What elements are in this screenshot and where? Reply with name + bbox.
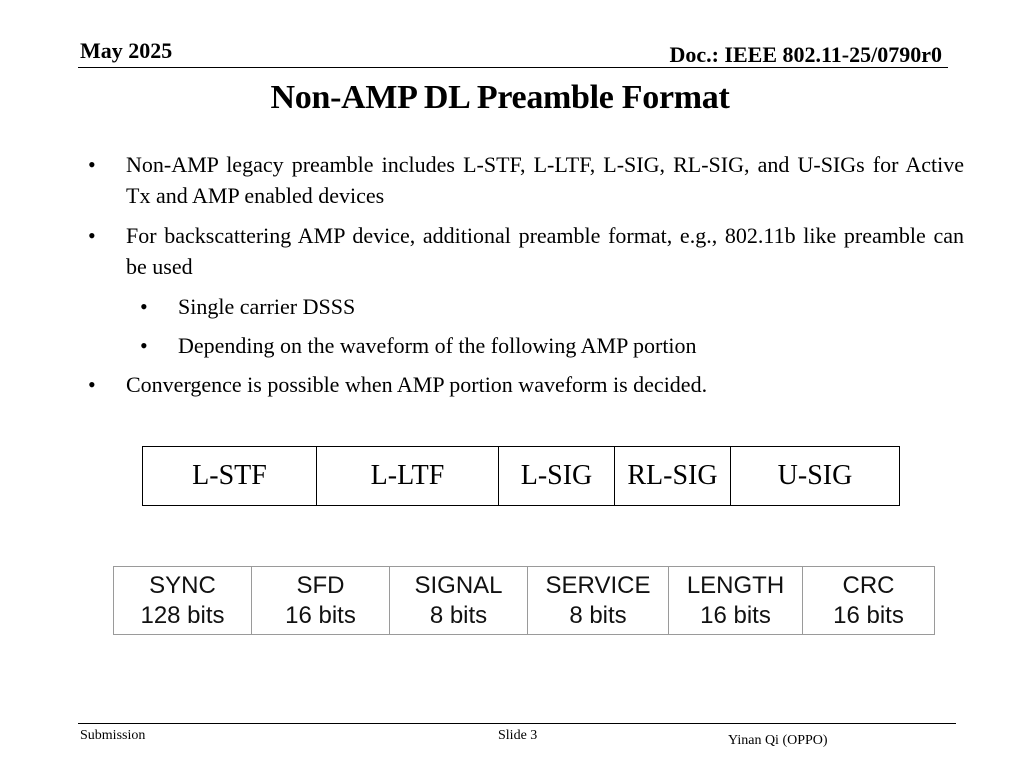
preamble-field-lltf: L-LTF (317, 447, 499, 505)
header-date: May 2025 (80, 38, 173, 63)
preamble-field-lstf: L-STF (143, 447, 317, 505)
bullet-dot: • (88, 372, 96, 397)
sub-bullet-item (88, 330, 964, 361)
bullet-text: Convergence is possible when AMP portion waveform is decided. (126, 372, 708, 397)
bullet-dot: • (140, 333, 148, 358)
bullet-dot: • (140, 294, 148, 319)
field-name: SIGNAL (414, 571, 503, 599)
field-size: 16 bits (833, 601, 904, 629)
footer-author: Yinan Qi (OPPO) (728, 733, 828, 748)
field-name: SERVICE (545, 571, 651, 599)
dsss-preamble-diagram (113, 566, 935, 635)
footer-slide-number: Slide 3 (498, 728, 538, 743)
preamble-field-usig: U-SIG (777, 460, 853, 491)
dsss-field-service (528, 567, 669, 634)
bullet-item (88, 149, 964, 211)
header-divider (78, 67, 948, 68)
dsss-field-crc (803, 567, 934, 634)
bullet-dot: • (88, 223, 96, 248)
bullet-item (88, 220, 964, 282)
bullet-text: Depending on the waveform of the following AMP portion (178, 333, 697, 358)
dsss-field-sync (114, 567, 252, 634)
sub-bullet-item (88, 291, 964, 322)
slide-title: Non-AMP DL Preamble Format (270, 79, 730, 116)
footer-divider (78, 723, 956, 724)
field-size: 16 bits (285, 601, 356, 629)
field-name: SFD (296, 571, 345, 599)
footer-submission: Submission (80, 728, 146, 743)
bullet-text: Non-AMP legacy preamble includes L-STF, L-LTF, L-SIG, RL-SIG, and U-SIGs for Active Tx and AMP enabled devices (126, 152, 964, 208)
field-name: SYNC (149, 571, 216, 599)
bullet-list (88, 149, 964, 409)
preamble-field-rlsig: RL-SIG (615, 447, 731, 505)
preamble-field-lsig: L-SIG (499, 447, 615, 505)
dsss-field-length (669, 567, 803, 634)
dsss-field-sfd (252, 567, 390, 634)
field-size: 128 bits (140, 601, 225, 629)
header-doc-number: Doc.: IEEE 802.11-25/0790r0 (669, 42, 942, 67)
field-name: CRC (842, 571, 895, 599)
bullet-text: Single carrier DSSS (178, 294, 356, 319)
field-name: LENGTH (686, 571, 785, 599)
legacy-preamble-diagram (142, 446, 900, 506)
bullet-item (88, 369, 964, 400)
bullet-text: For backscattering AMP device, additional preamble format, e.g., 802.11b like preamble can be used (126, 223, 964, 279)
bullet-dot: • (88, 152, 96, 177)
field-size: 8 bits (569, 601, 627, 629)
field-size: 16 bits (700, 601, 771, 629)
dsss-field-signal (390, 567, 528, 634)
field-size: 8 bits (429, 601, 488, 629)
